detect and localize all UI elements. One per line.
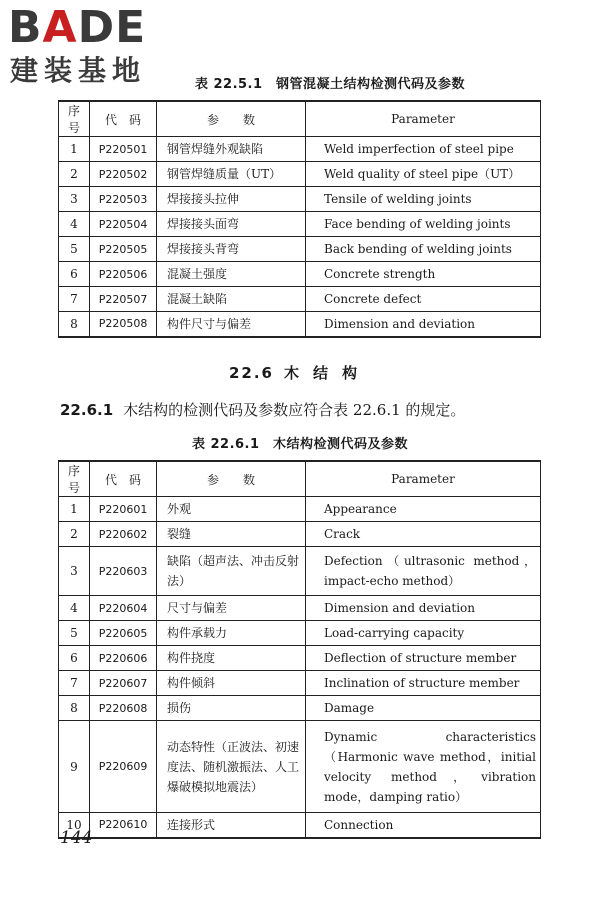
table-row bbox=[59, 522, 541, 547]
cell-en: Damage bbox=[306, 696, 541, 721]
table-header-row bbox=[59, 101, 541, 137]
cell-en: Defection（ultrasonic method，impact-echo method） bbox=[306, 547, 541, 596]
header-code: 代 码 bbox=[90, 461, 157, 497]
header-code: 代 码 bbox=[90, 101, 157, 137]
cell-no: 6 bbox=[59, 262, 90, 287]
table-row bbox=[59, 162, 541, 187]
cell-code: P220608 bbox=[90, 696, 157, 721]
cell-no: 3 bbox=[59, 187, 90, 212]
cell-no: 7 bbox=[59, 287, 90, 312]
clause-number: 22.6.1 bbox=[60, 401, 114, 419]
cell-en: Crack bbox=[306, 522, 541, 547]
cell-no: 5 bbox=[59, 237, 90, 262]
cell-code: P220603 bbox=[90, 547, 157, 596]
table-row bbox=[59, 646, 541, 671]
cell-en: Appearance bbox=[306, 497, 541, 522]
cell-param: 焊接接头拉伸 bbox=[157, 187, 306, 212]
cell-no: 9 bbox=[59, 721, 90, 813]
cell-no: 1 bbox=[59, 497, 90, 522]
header-param: 参 数 bbox=[157, 101, 306, 137]
header-no: 序号 bbox=[59, 461, 90, 497]
cell-no: 10 bbox=[59, 813, 90, 838]
table-row bbox=[59, 721, 541, 813]
cell-param: 尺寸与偏差 bbox=[157, 596, 306, 621]
cell-en: Back bending of welding joints bbox=[306, 237, 541, 262]
clause-22-6-1 bbox=[60, 399, 580, 420]
table-row bbox=[59, 621, 541, 646]
cell-code: P220602 bbox=[90, 522, 157, 547]
cell-en: Inclination of structure member bbox=[306, 671, 541, 696]
cell-param: 外观 bbox=[157, 497, 306, 522]
cell-param: 钢管焊缝质量（UT） bbox=[157, 162, 306, 187]
cell-code: P220610 bbox=[90, 813, 157, 838]
cell-code: P220502 bbox=[90, 162, 157, 187]
table-row bbox=[59, 813, 541, 838]
cell-code: P220506 bbox=[90, 262, 157, 287]
cell-en: Concrete strength bbox=[306, 262, 541, 287]
cell-code: P220601 bbox=[90, 497, 157, 522]
cell-code: P220604 bbox=[90, 596, 157, 621]
table-row bbox=[59, 547, 541, 596]
cell-no: 8 bbox=[59, 312, 90, 337]
cell-en: Dynamic characteristics（Harmonic wave method，initial velocity method，vibration mode，damping ratio） bbox=[306, 721, 541, 813]
cell-param: 构件挠度 bbox=[157, 646, 306, 671]
cell-code: P220609 bbox=[90, 721, 157, 813]
section-number: 22.6 bbox=[228, 364, 274, 382]
header-en: Parameter bbox=[306, 461, 541, 497]
cell-param: 焊接接头背弯 bbox=[157, 237, 306, 262]
table-caption-22-5-1: 表 22.5.1 钢管混凝土结构检测代码及参数 bbox=[194, 77, 466, 92]
section-title bbox=[0, 362, 600, 383]
cell-en: Weld quality of steel pipe（UT） bbox=[306, 162, 541, 187]
cell-no: 1 bbox=[59, 137, 90, 162]
cell-no: 4 bbox=[59, 212, 90, 237]
cell-en: Concrete defect bbox=[306, 287, 541, 312]
table-row bbox=[59, 262, 541, 287]
cell-no: 4 bbox=[59, 596, 90, 621]
cell-param: 钢管焊缝外观缺陷 bbox=[157, 137, 306, 162]
cell-param: 动态特性（正波法、初速度法、随机激振法、人工爆破模拟地震法） bbox=[157, 721, 306, 813]
cell-param: 缺陷（超声法、冲击反射法） bbox=[157, 547, 306, 596]
cell-en: Dimension and deviation bbox=[306, 596, 541, 621]
cell-no: 7 bbox=[59, 671, 90, 696]
clause-text: 木结构的检测代码及参数应符合表 22.6.1 的规定。 bbox=[123, 401, 466, 419]
table-row bbox=[59, 212, 541, 237]
cell-code: P220505 bbox=[90, 237, 157, 262]
table-row bbox=[59, 187, 541, 212]
table-row bbox=[59, 671, 541, 696]
header-param: 参 数 bbox=[157, 461, 306, 497]
cell-en: Dimension and deviation bbox=[306, 312, 541, 337]
table-22-6-1 bbox=[58, 460, 541, 839]
cell-param: 构件尺寸与偏差 bbox=[157, 312, 306, 337]
table-22-5-1 bbox=[58, 100, 541, 338]
cell-en: Face bending of welding joints bbox=[306, 212, 541, 237]
table-row bbox=[59, 287, 541, 312]
page-number: 144 bbox=[60, 828, 93, 848]
header-no: 序号 bbox=[59, 101, 90, 137]
cell-code: P220504 bbox=[90, 212, 157, 237]
cell-no: 5 bbox=[59, 621, 90, 646]
cell-en: Connection bbox=[306, 813, 541, 838]
cell-code: P220605 bbox=[90, 621, 157, 646]
table-row bbox=[59, 312, 541, 337]
cell-en: Tensile of welding joints bbox=[306, 187, 541, 212]
cell-param: 焊接接头面弯 bbox=[157, 212, 306, 237]
table-caption-22-6-1: 表 22.6.1 木结构检测代码及参数 bbox=[191, 437, 409, 452]
cell-param: 混凝土强度 bbox=[157, 262, 306, 287]
cell-code: P220507 bbox=[90, 287, 157, 312]
cell-param: 损伤 bbox=[157, 696, 306, 721]
cell-no: 2 bbox=[59, 522, 90, 547]
cell-code: P220606 bbox=[90, 646, 157, 671]
cell-no: 2 bbox=[59, 162, 90, 187]
cell-no: 3 bbox=[59, 547, 90, 596]
cell-code: P220607 bbox=[90, 671, 157, 696]
logo-wordmark: BADE bbox=[8, 2, 147, 53]
cell-en: Deflection of structure member bbox=[306, 646, 541, 671]
header-en: Parameter bbox=[306, 101, 541, 137]
cell-param: 连接形式 bbox=[157, 813, 306, 838]
table-row bbox=[59, 497, 541, 522]
cell-param: 构件倾斜 bbox=[157, 671, 306, 696]
cell-no: 8 bbox=[59, 696, 90, 721]
table-header-row bbox=[59, 461, 541, 497]
cell-param: 混凝土缺陷 bbox=[157, 287, 306, 312]
table-row bbox=[59, 696, 541, 721]
cell-code: P220508 bbox=[90, 312, 157, 337]
cell-code: P220501 bbox=[90, 137, 157, 162]
logo-chinese-text: 建装基地 bbox=[10, 54, 147, 87]
section-name: 木结构 bbox=[284, 364, 372, 382]
cell-param: 裂缝 bbox=[157, 522, 306, 547]
cell-param: 构件承载力 bbox=[157, 621, 306, 646]
table-row bbox=[59, 137, 541, 162]
cell-en: Load-carrying capacity bbox=[306, 621, 541, 646]
cell-code: P220503 bbox=[90, 187, 157, 212]
cell-en: Weld imperfection of steel pipe bbox=[306, 137, 541, 162]
table-row bbox=[59, 237, 541, 262]
table-row bbox=[59, 596, 541, 621]
cell-no: 6 bbox=[59, 646, 90, 671]
